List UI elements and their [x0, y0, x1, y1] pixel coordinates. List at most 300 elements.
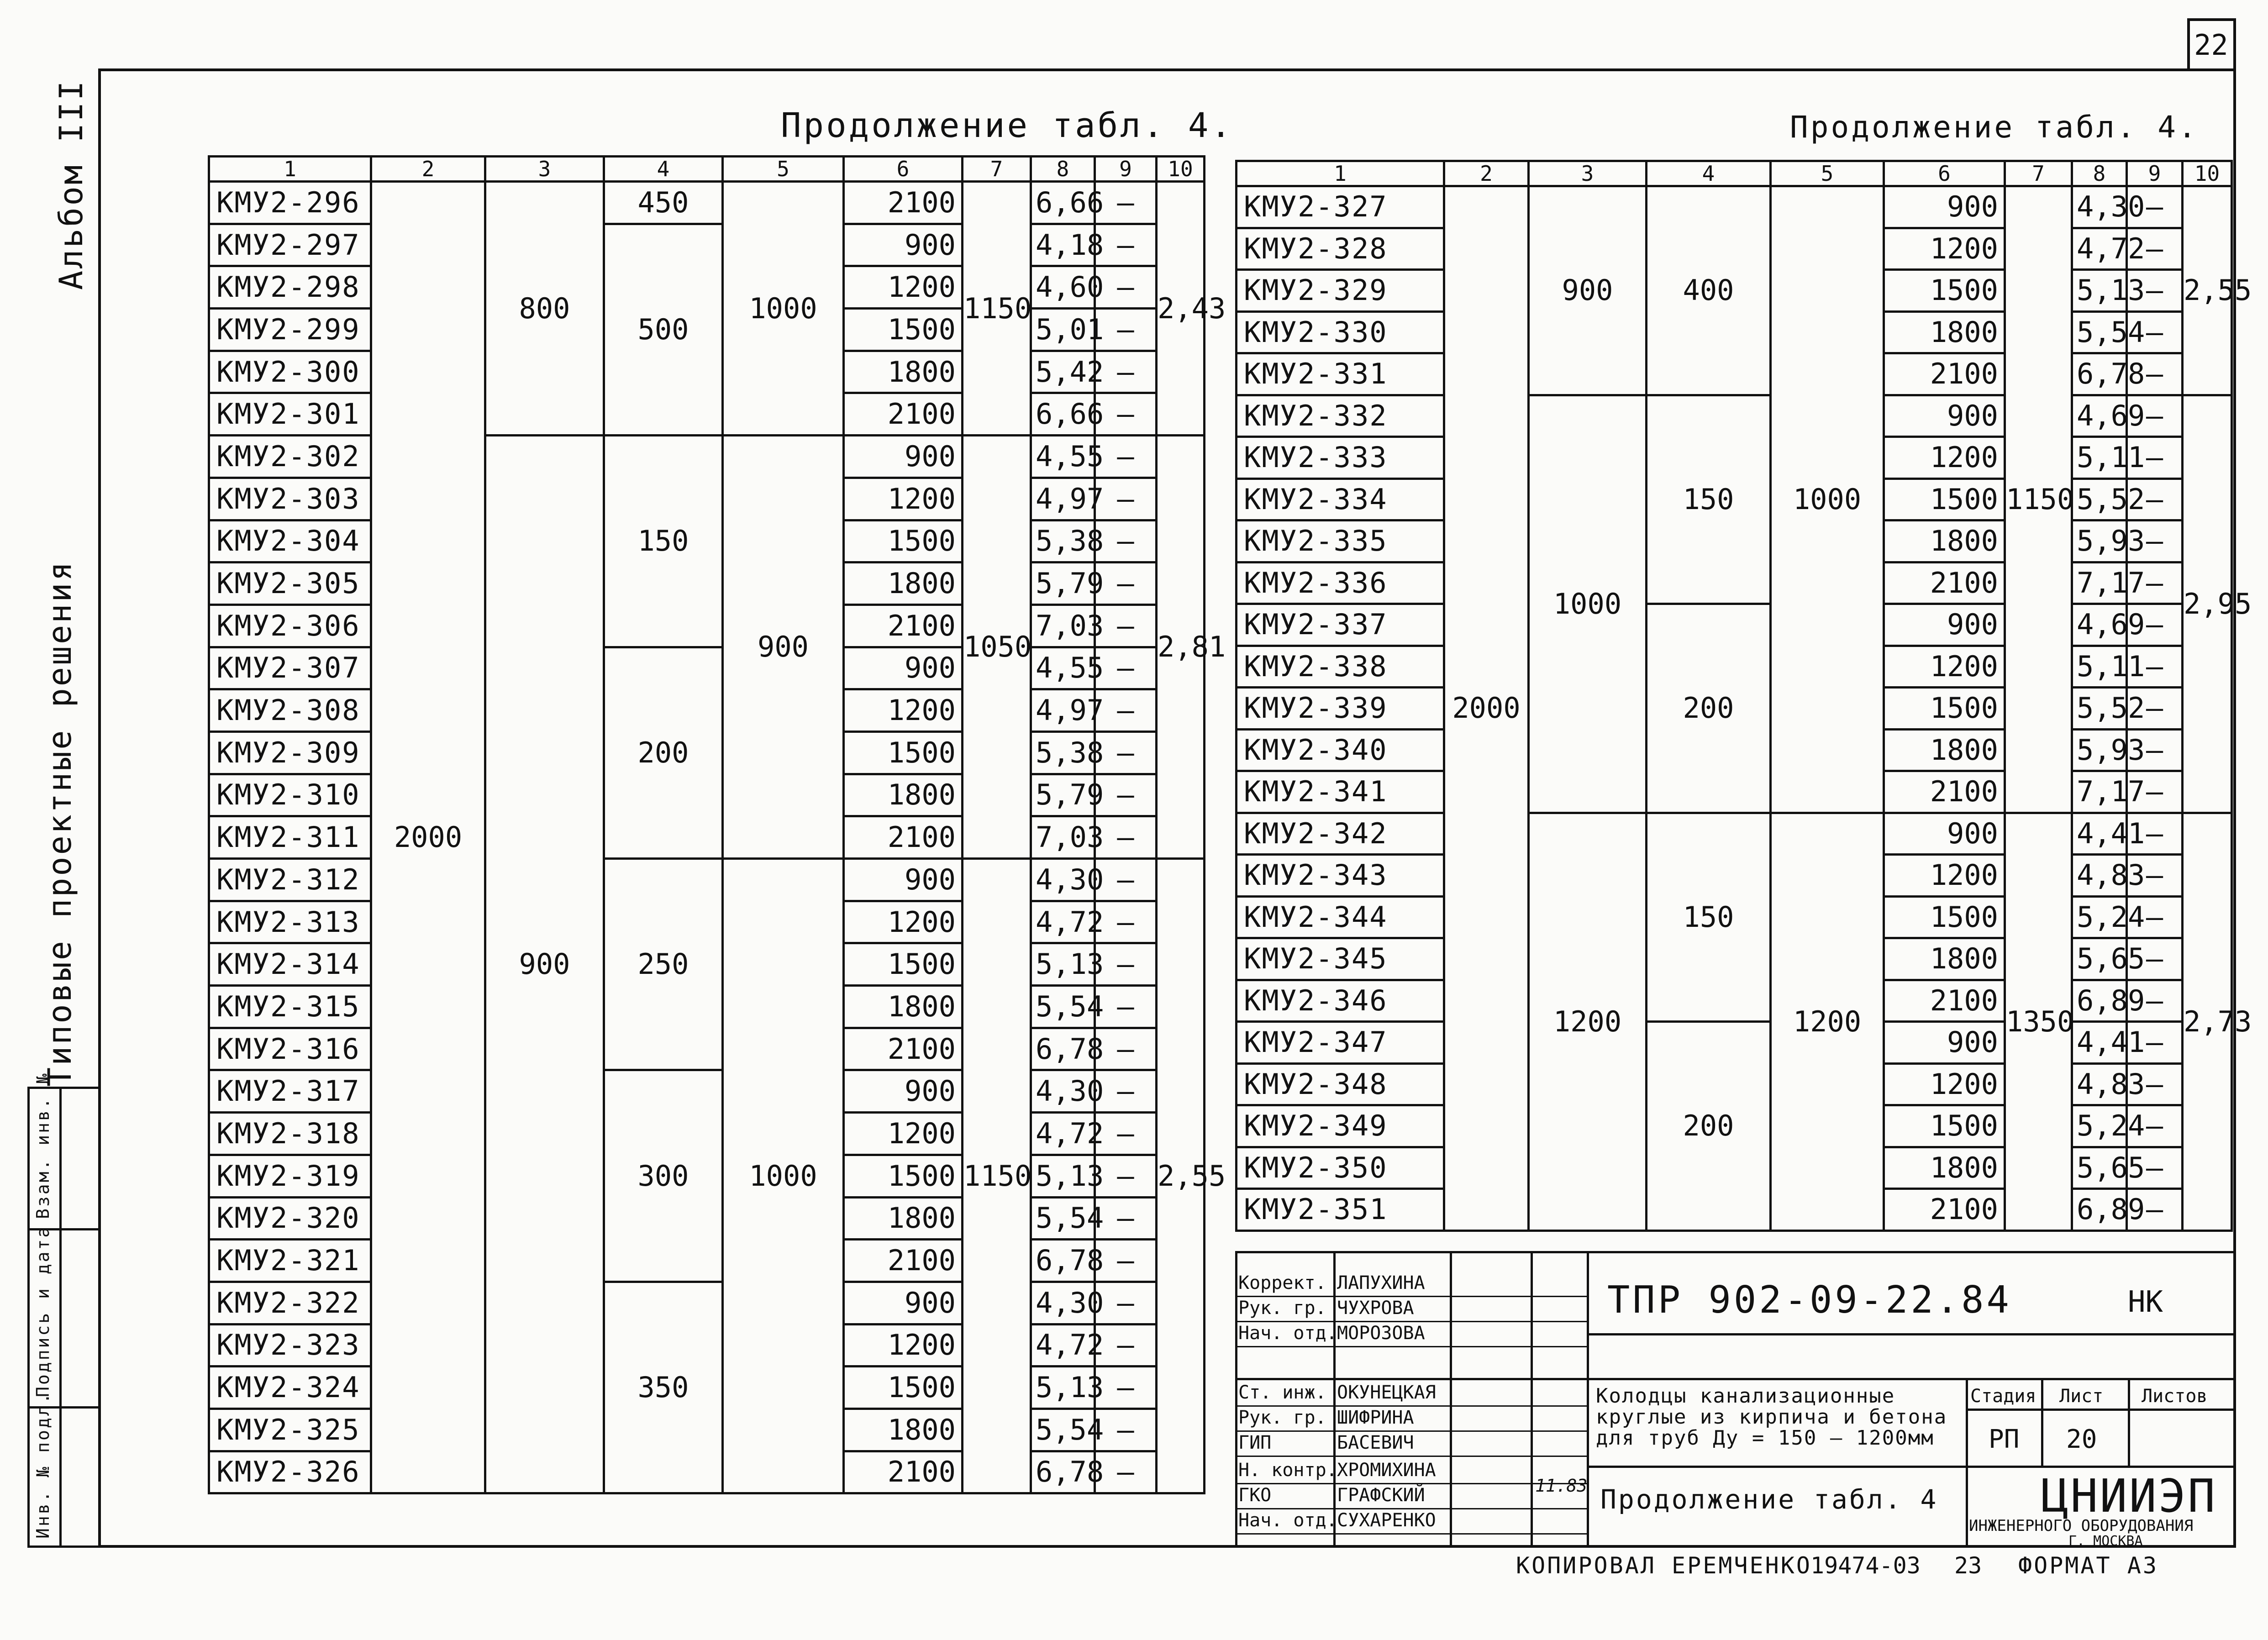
dash-value: —	[1095, 436, 1157, 478]
dash-value: —	[2127, 520, 2183, 562]
merged-cell-col7: 1050	[963, 436, 1031, 859]
col-header-10: 10	[2183, 161, 2232, 186]
dash-value: —	[1095, 1155, 1157, 1197]
well-mark: КМУ2-336	[1237, 562, 1444, 604]
merged-cell-col10: 2,81	[1157, 436, 1205, 859]
signature-name: ЧУХРОВА	[1337, 1298, 1414, 1319]
dash-value: —	[1095, 943, 1157, 986]
volume-value: 4,30	[2072, 186, 2127, 228]
merged-cell-col7: 1350	[2005, 813, 2072, 1230]
volume-value: 5,13	[1031, 1155, 1095, 1197]
merged-cell-col4: 200	[604, 647, 723, 858]
well-mark: КМУ2-302	[209, 436, 371, 478]
height-value: 1200	[844, 1113, 963, 1155]
sheet-label: Лист	[2059, 1386, 2104, 1407]
dash-value: —	[2127, 395, 2183, 437]
signature-role: Коррект.	[1238, 1272, 1326, 1293]
merged-cell-col4: 200	[1647, 604, 1771, 813]
tb-line	[2128, 1378, 2130, 1466]
volume-value: 4,30	[1031, 1282, 1095, 1324]
well-mark: КМУ2-307	[209, 647, 371, 689]
height-value: 1800	[1884, 729, 2005, 771]
inv-vzam-label: Взам. инв. №	[33, 1072, 53, 1219]
well-mark: КМУ2-330	[1237, 311, 1444, 353]
merged-cell-col2: 2000	[1444, 186, 1529, 1231]
height-value: 1200	[844, 1324, 963, 1367]
height-value: 1500	[1884, 688, 2005, 730]
well-mark: КМУ2-299	[209, 309, 371, 351]
merged-cell-col5: 1200	[1771, 813, 1884, 1230]
table-row	[1237, 813, 2232, 855]
well-mark: КМУ2-306	[209, 604, 371, 647]
signature-role: Рук. гр.	[1238, 1298, 1326, 1319]
merged-cell-col10: 2,95	[2183, 395, 2232, 813]
dash-value: —	[2127, 938, 2183, 980]
table-row	[209, 436, 1205, 478]
volume-value: 5,52	[2072, 478, 2127, 520]
well-mark: КМУ2-301	[209, 393, 371, 436]
well-mark: КМУ2-335	[1237, 520, 1444, 562]
well-mark: КМУ2-327	[1237, 186, 1444, 228]
height-value: 1200	[844, 266, 963, 309]
height-value: 1800	[1884, 520, 2005, 562]
merged-cell-col4: 350	[604, 1282, 723, 1493]
signature-line	[1235, 1321, 1587, 1322]
well-mark: КМУ2-328	[1237, 228, 1444, 270]
merged-cell-col4: 150	[604, 436, 723, 647]
dash-value: —	[2127, 980, 2183, 1022]
org-sub: ИНЖЕНЕРНОГО ОБОРУДОВАНИЯ	[1969, 1517, 2194, 1535]
volume-value: 5,54	[1031, 986, 1095, 1028]
col-header-9: 9	[2127, 161, 2183, 186]
table-row	[209, 1282, 1205, 1324]
signature-line	[1235, 1508, 1587, 1509]
height-value: 2100	[1884, 1189, 2005, 1231]
signature-role: Н. контр.	[1238, 1460, 1337, 1481]
height-value: 900	[1884, 604, 2005, 646]
volume-value: 4,72	[1031, 901, 1095, 943]
height-value: 1800	[1884, 311, 2005, 353]
dash-value: —	[2127, 688, 2183, 730]
dash-value: —	[1095, 1197, 1157, 1240]
well-mark: КМУ2-308	[209, 689, 371, 732]
signature-name: ЛАПУХИНА	[1337, 1272, 1425, 1293]
well-mark: КМУ2-343	[1237, 855, 1444, 897]
volume-value: 5,54	[1031, 1197, 1095, 1240]
left-table	[208, 155, 1226, 1494]
stage-value: РП	[1989, 1424, 2020, 1454]
well-mark: КМУ2-342	[1237, 813, 1444, 855]
height-value: 900	[844, 1282, 963, 1324]
height-value: 1500	[844, 1155, 963, 1197]
volume-value: 4,30	[1031, 859, 1095, 901]
well-mark: КМУ2-300	[209, 351, 371, 393]
signature-line	[1235, 1483, 1587, 1484]
well-mark: КМУ2-313	[209, 901, 371, 943]
height-value: 1800	[844, 1409, 963, 1451]
signature-line	[1235, 1456, 1587, 1457]
volume-value: 5,42	[1031, 351, 1095, 393]
height-value: 2100	[844, 1451, 963, 1493]
podpis-data-label: Подпись и дата	[33, 1225, 53, 1397]
height-value: 1200	[1884, 1063, 2005, 1105]
volume-value: 5,13	[1031, 1367, 1095, 1409]
well-mark: КМУ2-350	[1237, 1147, 1444, 1189]
volume-value: 5,79	[1031, 774, 1095, 816]
height-value: 2100	[844, 1240, 963, 1282]
dash-value: —	[2127, 1189, 2183, 1231]
well-mark: КМУ2-348	[1237, 1063, 1444, 1105]
merged-cell-col4: 250	[604, 859, 723, 1070]
series-label: Типовые проектные решения	[41, 560, 79, 1087]
volume-value: 6,89	[2072, 980, 2127, 1022]
height-value: 1800	[844, 351, 963, 393]
height-value: 900	[1884, 1022, 2005, 1064]
well-mark: КМУ2-311	[209, 816, 371, 859]
well-mark: КМУ2-305	[209, 562, 371, 605]
volume-value: 5,11	[2072, 437, 2127, 479]
table-row	[1237, 604, 2232, 646]
dash-value: —	[1095, 478, 1157, 520]
signature-name: ХРОМИХИНА	[1337, 1460, 1436, 1481]
dash-value: —	[2127, 1147, 2183, 1189]
well-mark: КМУ2-329	[1237, 270, 1444, 312]
approval-strip-divider	[59, 1087, 62, 1548]
col-header-1: 1	[1237, 161, 1444, 186]
dash-value: —	[1095, 731, 1157, 774]
well-mark: КМУ2-339	[1237, 688, 1444, 730]
well-mark: КМУ2-334	[1237, 478, 1444, 520]
height-value: 1500	[1884, 896, 2005, 938]
merged-cell-col4: 300	[604, 1070, 723, 1282]
dash-value: —	[2127, 186, 2183, 228]
col-header-6: 6	[844, 157, 963, 182]
well-mark: КМУ2-346	[1237, 980, 1444, 1022]
dash-value: —	[2127, 437, 2183, 479]
volume-value: 5,24	[2072, 896, 2127, 938]
signature-line	[1235, 1346, 1587, 1347]
well-mark: КМУ2-337	[1237, 604, 1444, 646]
dash-value: —	[2127, 646, 2183, 688]
height-value: 2100	[1884, 980, 2005, 1022]
sheet-title: Продолжение табл. 4	[1600, 1484, 1938, 1515]
well-mark: КМУ2-332	[1237, 395, 1444, 437]
well-mark: КМУ2-320	[209, 1197, 371, 1240]
dash-value: —	[1095, 1367, 1157, 1409]
sign-date: 11.83	[1535, 1476, 1588, 1496]
col-header-1: 1	[209, 157, 371, 182]
left-table-caption: Продолжение табл. 4.	[781, 106, 1234, 145]
well-mark: КМУ2-345	[1237, 938, 1444, 980]
right-table-caption: Продолжение табл. 4.	[1790, 110, 2199, 145]
volume-value: 7,17	[2072, 771, 2127, 813]
signature-line	[1235, 1405, 1587, 1407]
well-mark: КМУ2-321	[209, 1240, 371, 1282]
well-mark: КМУ2-303	[209, 478, 371, 520]
volume-value: 4,97	[1031, 478, 1095, 520]
height-value: 900	[844, 1070, 963, 1113]
height-value: 2100	[844, 393, 963, 436]
dash-value: —	[1095, 1028, 1157, 1070]
merged-cell-col7: 1150	[963, 182, 1031, 436]
well-mark: КМУ2-331	[1237, 353, 1444, 395]
merged-cell-col3: 800	[485, 182, 604, 436]
album-label: Альбом III	[53, 79, 90, 290]
signature-name: МОРОЗОВА	[1337, 1323, 1425, 1344]
table-row	[209, 224, 1205, 266]
dash-value: —	[2127, 228, 2183, 270]
height-value: 1500	[844, 1367, 963, 1409]
dash-value: —	[1095, 816, 1157, 859]
merged-cell-col10: 2,55	[1157, 859, 1205, 1493]
well-mark: КМУ2-340	[1237, 729, 1444, 771]
dash-value: —	[1095, 986, 1157, 1028]
tb-line	[2041, 1378, 2043, 1466]
well-mark: КМУ2-312	[209, 859, 371, 901]
volume-value: 7,17	[2072, 562, 2127, 604]
table-row	[209, 182, 1205, 224]
doc-code: НК	[2128, 1285, 2163, 1319]
merged-cell-col5: 1000	[1771, 186, 1884, 813]
well-mark: КМУ2-304	[209, 520, 371, 562]
page-number: 22	[2194, 28, 2228, 62]
well-mark: КМУ2-333	[1237, 437, 1444, 479]
signature-name: ШИФРИНА	[1337, 1407, 1414, 1428]
col-header-8: 8	[1031, 157, 1095, 182]
volume-value: 5,24	[2072, 1105, 2127, 1147]
tb-line	[1587, 1466, 2236, 1468]
dash-value: —	[2127, 1105, 2183, 1147]
inv-podl-label: Инв. № подл.	[33, 1391, 53, 1539]
volume-value: 4,60	[1031, 266, 1095, 309]
org-name: ЦНИИЭП	[2041, 1469, 2217, 1523]
volume-value: 4,41	[2072, 813, 2127, 855]
well-mark: КМУ2-326	[209, 1451, 371, 1493]
well-mark: КМУ2-322	[209, 1282, 371, 1324]
height-value: 1200	[844, 689, 963, 732]
volume-value: 4,83	[2072, 1063, 2127, 1105]
org-city: Г. МОСКВА	[2068, 1533, 2143, 1549]
height-value: 1200	[1884, 855, 2005, 897]
signature-role: Нач. отд.	[1238, 1510, 1337, 1531]
col-header-6: 6	[1884, 161, 2005, 186]
signature-role: Рук. гр.	[1238, 1407, 1326, 1428]
merged-cell-col3: 1200	[1529, 813, 1647, 1230]
volume-value: 4,72	[1031, 1113, 1095, 1155]
merged-cell-col2: 2000	[371, 182, 485, 1493]
dash-value: —	[1095, 393, 1157, 436]
dash-value: —	[1095, 859, 1157, 901]
col-header-9: 9	[1095, 157, 1157, 182]
well-mark: КМУ2-349	[1237, 1105, 1444, 1147]
merged-cell-col10: 2,43	[1157, 182, 1205, 436]
height-value: 1500	[844, 943, 963, 986]
height-value: 1500	[844, 309, 963, 351]
tb-line	[1966, 1378, 1968, 1548]
dash-value: —	[2127, 813, 2183, 855]
well-mark: КМУ2-341	[1237, 771, 1444, 813]
col-header-5: 5	[723, 157, 844, 182]
dash-value: —	[1095, 1070, 1157, 1113]
table-row	[209, 859, 1205, 901]
well-mark: КМУ2-319	[209, 1155, 371, 1197]
volume-value: 4,41	[2072, 1022, 2127, 1064]
height-value: 1200	[844, 478, 963, 520]
volume-value: 5,11	[2072, 646, 2127, 688]
dash-value: —	[1095, 1451, 1157, 1493]
signature-line	[1235, 1533, 1587, 1535]
volume-value: 6,78	[1031, 1451, 1095, 1493]
merged-cell-col4: 450	[604, 182, 723, 224]
well-mark: КМУ2-315	[209, 986, 371, 1028]
signature-line	[1235, 1430, 1587, 1432]
dash-value: —	[2127, 478, 2183, 520]
dash-value: —	[1095, 1409, 1157, 1451]
volume-value: 6,66	[1031, 182, 1095, 224]
signature-name: СУХАРЕНКО	[1337, 1510, 1436, 1531]
table-row	[1237, 1022, 2232, 1064]
volume-value: 4,30	[1031, 1070, 1095, 1113]
tb-line	[1587, 1333, 2236, 1335]
table-row	[209, 647, 1205, 689]
volume-value: 5,65	[2072, 938, 2127, 980]
volume-value: 5,54	[2072, 311, 2127, 353]
height-value: 900	[844, 647, 963, 689]
signature-line	[1235, 1296, 1587, 1297]
dash-value: —	[1095, 520, 1157, 562]
volume-value: 5,38	[1031, 520, 1095, 562]
merged-cell-col4: 400	[1647, 186, 1771, 395]
stage-label: Стадия	[1970, 1386, 2036, 1407]
col-header-8: 8	[2072, 161, 2127, 186]
volume-value: 6,78	[1031, 1240, 1095, 1282]
dash-value: —	[1095, 689, 1157, 732]
project-title: Колодцы канализационные круглые из кирпича и бетона для труб Ду = 150 – 1200мм	[1596, 1384, 1947, 1450]
dash-value: —	[2127, 270, 2183, 312]
volume-value: 4,69	[2072, 395, 2127, 437]
col-header-7: 7	[963, 157, 1031, 182]
volume-value: 5,13	[1031, 943, 1095, 986]
height-value: 1500	[844, 731, 963, 774]
well-mark: КМУ2-310	[209, 774, 371, 816]
dash-value: —	[1095, 1324, 1157, 1367]
merged-cell-col7: 1150	[963, 859, 1031, 1493]
col-header-3: 3	[485, 157, 604, 182]
dash-value: —	[1095, 309, 1157, 351]
volume-value: 7,03	[1031, 604, 1095, 647]
height-value: 900	[844, 224, 963, 266]
signature-name: ГРАФСКИЙ	[1337, 1485, 1425, 1506]
well-mark: КМУ2-309	[209, 731, 371, 774]
height-value: 1800	[844, 562, 963, 605]
footer-number: 23	[1954, 1552, 1982, 1579]
volume-value: 5,13	[2072, 270, 2127, 312]
dash-value: —	[1095, 1113, 1157, 1155]
col-header-7: 7	[2005, 161, 2072, 186]
well-mark: КМУ2-323	[209, 1324, 371, 1367]
merged-cell-col5: 900	[723, 436, 844, 859]
volume-value: 7,03	[1031, 816, 1095, 859]
well-mark: КМУ2-296	[209, 182, 371, 224]
sheets-label: Листов	[2142, 1386, 2208, 1407]
dash-value: —	[1095, 266, 1157, 309]
col-header-5: 5	[1771, 161, 1884, 186]
height-value: 2100	[844, 604, 963, 647]
volume-value: 4,97	[1031, 689, 1095, 732]
well-mark: КМУ2-314	[209, 943, 371, 986]
height-value: 1800	[844, 986, 963, 1028]
height-value: 2100	[844, 816, 963, 859]
dash-value: —	[2127, 604, 2183, 646]
merged-cell-col3: 900	[485, 436, 604, 1493]
height-value: 900	[1884, 813, 2005, 855]
height-value: 1200	[1884, 228, 2005, 270]
right-table	[1235, 160, 2252, 1232]
height-value: 1200	[1884, 437, 2005, 479]
volume-value: 5,01	[1031, 309, 1095, 351]
volume-value: 5,79	[1031, 562, 1095, 605]
tb-line	[1235, 1378, 2236, 1380]
volume-value: 5,93	[2072, 520, 2127, 562]
volume-value: 6,78	[1031, 1028, 1095, 1070]
height-value: 1500	[844, 520, 963, 562]
merged-cell-col4: 200	[1647, 1022, 1771, 1231]
well-mark: КМУ2-347	[1237, 1022, 1444, 1064]
volume-value: 5,93	[2072, 729, 2127, 771]
dash-value: —	[2127, 855, 2183, 897]
dash-value: —	[1095, 1282, 1157, 1324]
col-header-2: 2	[371, 157, 485, 182]
signature-role: ГИП	[1238, 1432, 1272, 1453]
volume-value: 5,52	[2072, 688, 2127, 730]
merged-cell-col7: 1150	[2005, 186, 2072, 813]
height-value: 2100	[844, 182, 963, 224]
signature-role: Ст. инж.	[1238, 1382, 1326, 1403]
merged-cell-col3: 900	[1529, 186, 1647, 395]
volume-value: 4,69	[2072, 604, 2127, 646]
footer-order: 19474-03	[1810, 1552, 1921, 1579]
height-value: 1800	[1884, 1147, 2005, 1189]
signature-role: ГКО	[1238, 1485, 1272, 1506]
dash-value: —	[1095, 351, 1157, 393]
well-mark: КМУ2-338	[1237, 646, 1444, 688]
height-value: 1200	[1884, 646, 2005, 688]
height-value: 1800	[844, 1197, 963, 1240]
dash-value: —	[1095, 182, 1157, 224]
merged-cell-col10: 2,73	[2183, 813, 2232, 1230]
dash-value: —	[2127, 896, 2183, 938]
volume-value: 4,18	[1031, 224, 1095, 266]
height-value: 1800	[844, 774, 963, 816]
dash-value: —	[1095, 647, 1157, 689]
well-mark: КМУ2-324	[209, 1367, 371, 1409]
merged-cell-col4: 150	[1647, 395, 1771, 604]
col-header-3: 3	[1529, 161, 1647, 186]
volume-value: 4,72	[2072, 228, 2127, 270]
well-mark: КМУ2-318	[209, 1113, 371, 1155]
height-value: 2100	[1884, 771, 2005, 813]
height-value: 2100	[1884, 562, 2005, 604]
footer-format: ФОРМАТ А3	[2018, 1552, 2158, 1579]
well-mark: КМУ2-325	[209, 1409, 371, 1451]
height-value: 2100	[844, 1028, 963, 1070]
volume-value: 4,83	[2072, 855, 2127, 897]
merged-cell-col5: 1000	[723, 182, 844, 436]
well-mark: КМУ2-316	[209, 1028, 371, 1070]
merged-cell-col10: 2,55	[2183, 186, 2232, 395]
col-header-10: 10	[1157, 157, 1205, 182]
well-mark: КМУ2-351	[1237, 1189, 1444, 1231]
